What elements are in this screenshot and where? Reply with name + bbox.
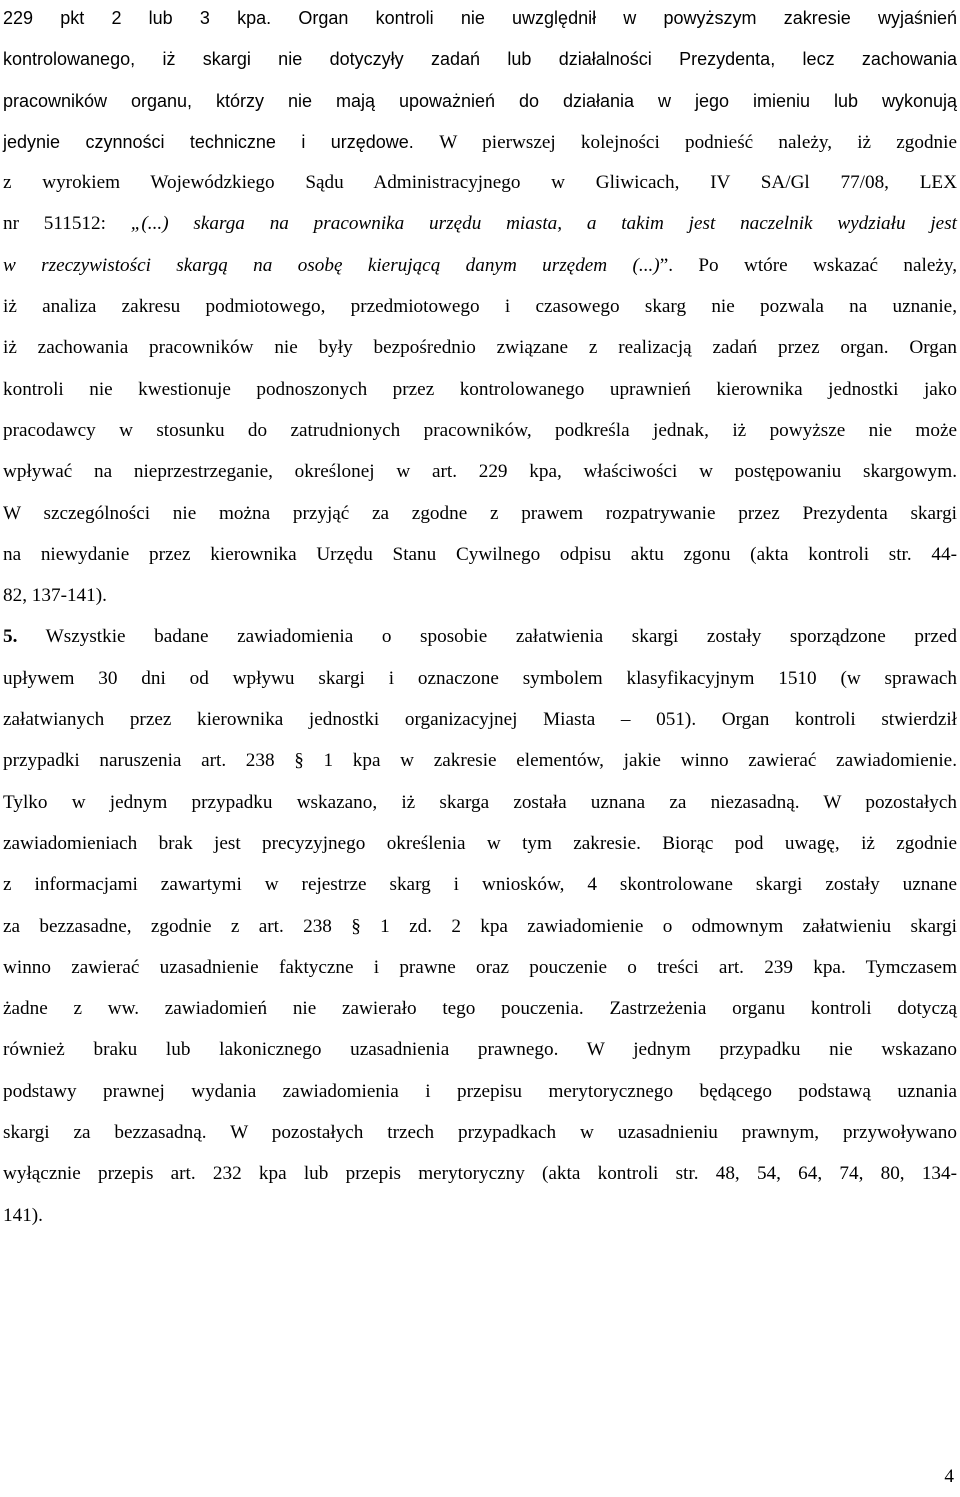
text-line (3, 745, 957, 786)
text-segment: W szczególności nie można przyjąć za zgodne z prawem rozpatrywanie przez Prezydenta skargi (3, 502, 957, 524)
text-segment: w rzeczywistości skargą na osobę kierującą danym urzędem (...) (3, 254, 660, 276)
text-segment: wyłącznie przepis art. 232 kpa lub przepis merytoryczny (akta kontroli str. 48, 54, 64, 74, 80, 134- (3, 1163, 957, 1185)
text-segment: Tylko w jednym przypadku wskazano, iż skarga została uznana za niezasadną. W pozostałych (3, 791, 957, 813)
text-line (3, 1158, 957, 1199)
text-line (3, 911, 957, 952)
text-segment: 141). (3, 1204, 43, 1226)
text-line (3, 85, 957, 126)
text-segment: 229 pkt 2 lub 3 kpa. Organ kontroli nie uwzględnił w powyższym zakresie wyjaśnień (3, 8, 957, 28)
text-segment: podstawy prawnej wydania zawiadomienia i przepisu merytorycznego będącego podstawą uznania (3, 1080, 957, 1102)
text-segment: na niewydanie przez kierownika Urzędu Stanu Cywilnego odpisu aktu zgonu (akta kontroli str. 44- (3, 543, 957, 565)
text-line (3, 250, 957, 291)
page-number: 4 (944, 1466, 954, 1487)
text-segment: pracowników organu, którzy nie mają upoważnień do działania w jego imieniu lub wykonują (3, 90, 957, 111)
text-segment: wpływać na nieprzestrzeganie, określonej w art. 229 kpa, właściwości w postępowaniu skargowym. (3, 461, 957, 483)
text-segment: „(...) skarga na pracownika urzędu miasta, a takim jest naczelnik wydziału jest (130, 213, 957, 235)
text-segment: kontrolowanego, iż skargi nie dotyczyły zadań lub działalności Prezydenta, lecz zachowania (3, 49, 957, 70)
text-segment: W pierwszej kolejności podnieść należy, iż zgodnie (439, 131, 957, 153)
text-segment: iż analiza zakresu podmiotowego, przedmiotowego i czasowego skarg nie pozwala na uznanie, (3, 296, 957, 318)
text-line (3, 539, 957, 580)
text-line (3, 828, 957, 869)
text-segment: również braku lub lakonicznego uzasadnienia prawnego. W jednym przypadku nie wskazano (3, 1039, 957, 1061)
text-segment: 5. (3, 626, 18, 648)
text-line (3, 787, 957, 828)
text-segment: skargi za bezzasadną. W pozostałych trzech przypadkach w uzasadnieniu prawnym, przywoływano (3, 1122, 957, 1144)
text-line (3, 415, 957, 456)
text-segment: upływem 30 dni od wpływu skargi i oznaczone symbolem klasyfikacyjnym 1510 (w sprawach (3, 667, 957, 689)
text-line (3, 1076, 957, 1117)
body-text (3, 2, 957, 1241)
text-line (3, 1200, 957, 1241)
text-line (3, 291, 957, 332)
text-segment: iż zachowania pracowników nie były bezpośrednio związane z realizacją zadań przez organ. Organ (3, 337, 957, 359)
text-line (3, 208, 957, 249)
text-line (3, 167, 957, 208)
text-segment: żadne z ww. zawiadomień nie zawierało tego pouczenia. Zastrzeżenia organu kontroli dotyczą (3, 998, 957, 1020)
text-segment: z informacjami zawartymi w rejestrze skarg i wniosków, 4 skontrolowane skargi zostały uznane (3, 874, 957, 896)
text-line (3, 663, 957, 704)
text-line (3, 332, 957, 373)
text-line (3, 374, 957, 415)
text-line (3, 1117, 957, 1158)
text-segment: z wyrokiem Wojewódzkiego Sądu Administracyjnego w Gliwicach, IV SA/Gl 77/08, LEX (3, 172, 957, 194)
text-line (3, 2, 957, 43)
text-line (3, 621, 957, 662)
text-segment: załatwianych przez kierownika jednostki organizacyjnej Miasta – 051). Organ kontroli stwierdził (3, 709, 957, 731)
text-segment: pracodawcy w stosunku do zatrudnionych pracowników, podkreśla jednak, iż powyższe nie może (3, 419, 957, 441)
text-segment: Wszystkie badane zawiadomienia o sposobie załatwienia skargi zostały sporządzone przed (17, 626, 957, 648)
text-segment: zawiadomieniach brak jest precyzyjnego określenia w tym zakresie. Biorąc pod uwagę, iż zgodnie (3, 832, 957, 854)
text-segment: jedynie czynności techniczne i urzędowe. (3, 131, 440, 152)
text-line (3, 580, 957, 621)
text-line (3, 993, 957, 1034)
text-segment: nr 511512: (3, 213, 131, 235)
text-segment: 82, 137-141). (3, 585, 107, 607)
text-line (3, 126, 957, 167)
text-segment: za bezzasadne, zgodnie z art. 238 § 1 zd. 2 kpa zawiadomienie o odmownym załatwieniu skargi (3, 915, 957, 937)
text-line (3, 952, 957, 993)
text-line (3, 456, 957, 497)
text-segment: kontroli nie kwestionuje podnoszonych przez kontrolowanego uprawnień kierownika jednostki jako (3, 378, 957, 400)
text-segment: przypadki naruszenia art. 238 § 1 kpa w zakresie elementów, jakie winno zawierać zawiadomienie. (3, 750, 957, 772)
text-line (3, 43, 957, 84)
text-segment: winno zawierać uzasadnienie faktyczne i prawne oraz pouczenie o treści art. 239 kpa. Tymczasem (3, 956, 957, 978)
text-line (3, 869, 957, 910)
text-segment: ”. Po wtóre wskazać należy, (659, 254, 957, 276)
text-line (3, 704, 957, 745)
text-line (3, 1034, 957, 1075)
text-line (3, 498, 957, 539)
